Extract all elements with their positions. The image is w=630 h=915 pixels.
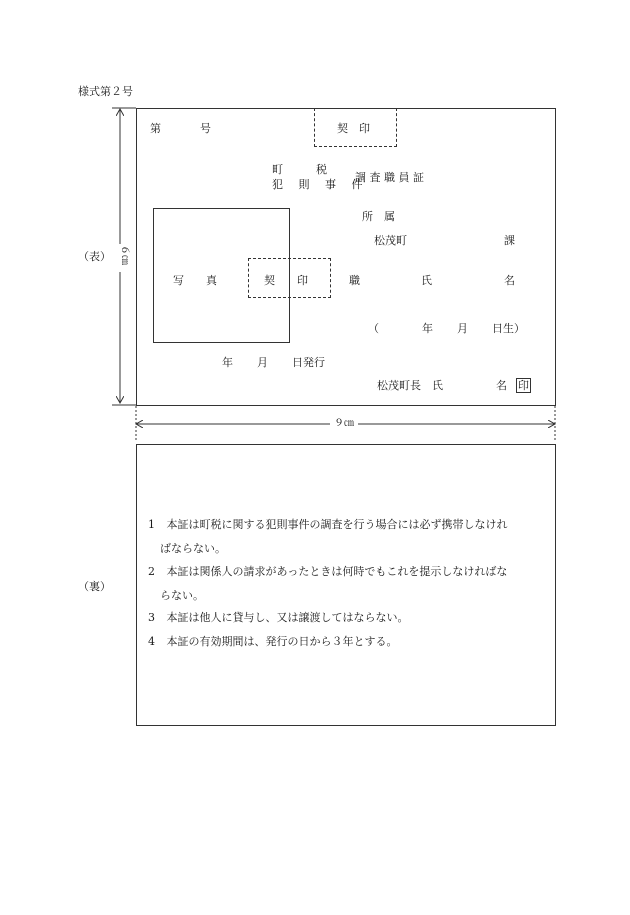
surname-label: 氏 xyxy=(421,274,432,287)
title-right: 調 査 職 員 証 xyxy=(355,171,424,184)
title-left-bottom: 犯 則 事 件 xyxy=(272,178,369,191)
note-text: 本証は他人に貸与し、又は譲渡してはならない。 xyxy=(166,611,409,624)
note-item xyxy=(148,636,398,647)
front-side-label: （表） xyxy=(78,250,111,263)
note-item xyxy=(148,519,508,530)
photo-label: 写 真 xyxy=(173,274,217,287)
note-text: 本証の有効期間は、発行の日から３年とする。 xyxy=(166,635,398,648)
issuer-label: 松茂町長 氏 xyxy=(377,379,443,392)
post-label: 職 xyxy=(349,274,360,287)
issue-month-label: 月 xyxy=(257,356,268,369)
note-number: 3 xyxy=(148,611,155,624)
note-item xyxy=(148,566,507,577)
note-text: 本証は関係人の請求があったときは何時でもこれを提示しなければな xyxy=(166,565,508,578)
note-number: 2 xyxy=(148,565,155,578)
form-label: 様式第２号 xyxy=(78,85,133,98)
note-number: 1 xyxy=(148,518,155,531)
issuer-name-label: 名 xyxy=(496,379,507,392)
issue-year-label: 年 xyxy=(222,356,233,369)
photo-seal-text: 契 印 xyxy=(264,274,308,287)
issue-day-label: 日発行 xyxy=(292,356,325,369)
note-continuation: らない。 xyxy=(160,589,204,602)
note-continuation: ばならない。 xyxy=(160,542,226,555)
birth-month-label: 月 xyxy=(457,322,468,335)
title-left-top: 町 税 xyxy=(272,163,327,176)
top-seal-text: 契 印 xyxy=(337,122,370,135)
number-suffix: 号 xyxy=(200,122,211,135)
note-text: 本証は町税に関する犯則事件の調査を行う場合には必ず携帯しなけれ xyxy=(166,518,508,531)
affiliation-label: 所 属 xyxy=(362,210,395,223)
given-name-label: 名 xyxy=(504,274,515,287)
town-name: 松茂町 xyxy=(374,234,407,247)
seal-mark: 印 xyxy=(518,379,529,392)
birth-day-label: 日生） xyxy=(492,322,525,335)
birth-open-paren: （ xyxy=(368,322,379,335)
back-card xyxy=(136,444,556,726)
section-label: 課 xyxy=(504,234,515,247)
note-number: 4 xyxy=(148,635,155,648)
height-dimension-label: ６㎝ xyxy=(119,245,130,265)
birth-year-label: 年 xyxy=(422,322,433,335)
note-item xyxy=(148,612,409,623)
back-side-label: （裏） xyxy=(78,580,111,593)
number-label: 第 xyxy=(150,122,161,135)
width-dimension-label: ９㎝ xyxy=(334,418,354,429)
